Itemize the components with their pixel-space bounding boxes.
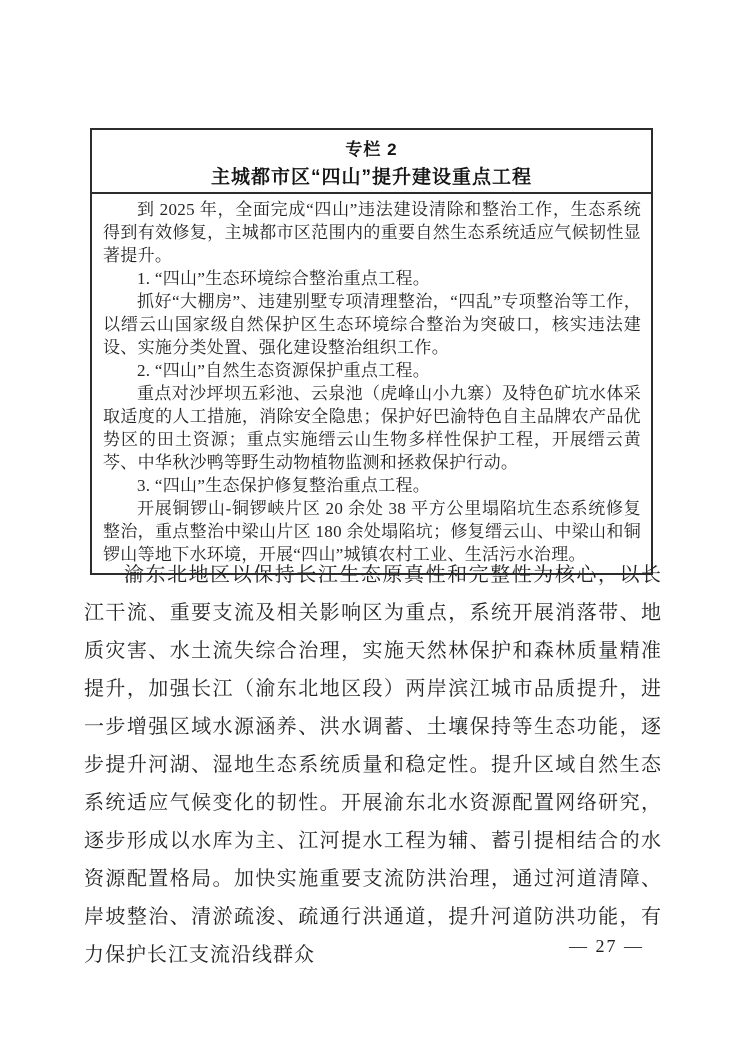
page-number: — 27 — <box>569 936 644 956</box>
box-heading-2: 2. “四山”自然生态资源保护重点工程。 <box>137 361 431 380</box>
box-heading-1: 1. “四山”生态环境综合整治重点工程。 <box>137 269 431 288</box>
box-paragraph-3: 开展铜锣山-铜锣峡片区 20 余处 38 平方公里塌陷坑生态系统修复整治，重点整治中梁山片区 180 余处塌陷坑；修复缙云山、中梁山和铜锣山等地下水环境，开展“四山”城镇农村工业、生活污水治理。 <box>103 499 641 564</box>
feature-box <box>90 128 653 575</box>
feature-box-title: 主城都市区“四山”提升建设重点工程 <box>210 167 532 188</box>
box-paragraph-intro: 到 2025 年，全面完成“四山”违法建设清除和整治工作，生态系统得到有效修复，主城都市区范围内的重要自然生态系统适应气候韧性显著提升。 <box>103 200 641 265</box>
feature-box-body <box>92 194 651 573</box>
feature-box-label: 专栏 2 <box>345 140 398 159</box>
body-paragraph: 渝东北地区以保持长江生态原真性和完整性为核心，以长江干流、重要支流及相关影响区为重点，系统开展消落带、地质灾害、水土流失综合治理，实施天然林保护和森林质量精准提升，加强长江（渝东北地区段）两岸滨江城市品质提升，进一步增强区域水源涵养、洪水调蓄、土壤保持等生态功能，逐步提升河湖、湿地生态系统质量和稳定性。提升区域自然生态系统适应气候变化的韧性。开展渝东北水资源配置网络研究，逐步形成以水库为主、江河提水工程为辅、蓄引提相结合的水资源配置格局。加快实施重要支流防洪治理，通过河道清障、岸坡整治、清淤疏浚、疏通行洪通道，提升河道防洪功能，有力保护长江支流沿线群众 <box>84 564 662 966</box>
feature-box-header <box>92 130 651 194</box>
box-paragraph-2: 重点对沙坪坝五彩池、云泉池（虎峰山小九寨）及特色矿坑水体采取适度的人工措施，消除安全隐患；保护好巴渝特色自主品牌农产品优势区的田土资源；重点实施缙云山生物多样性保护工程，开展缙云黄芩、中华秋沙鸭等野生动物植物监测和拯救保护行动。 <box>103 384 641 472</box>
box-paragraph-1: 抓好“大棚房”、违建别墅专项清理整治，“四乱”专项整治等工作，以缙云山国家级自然保护区生态环境综合整治为突破口，核实违法建设、实施分类处置、强化建设整治组织工作。 <box>103 292 641 357</box>
box-heading-3: 3. “四山”生态保护修复整治重点工程。 <box>137 476 431 495</box>
